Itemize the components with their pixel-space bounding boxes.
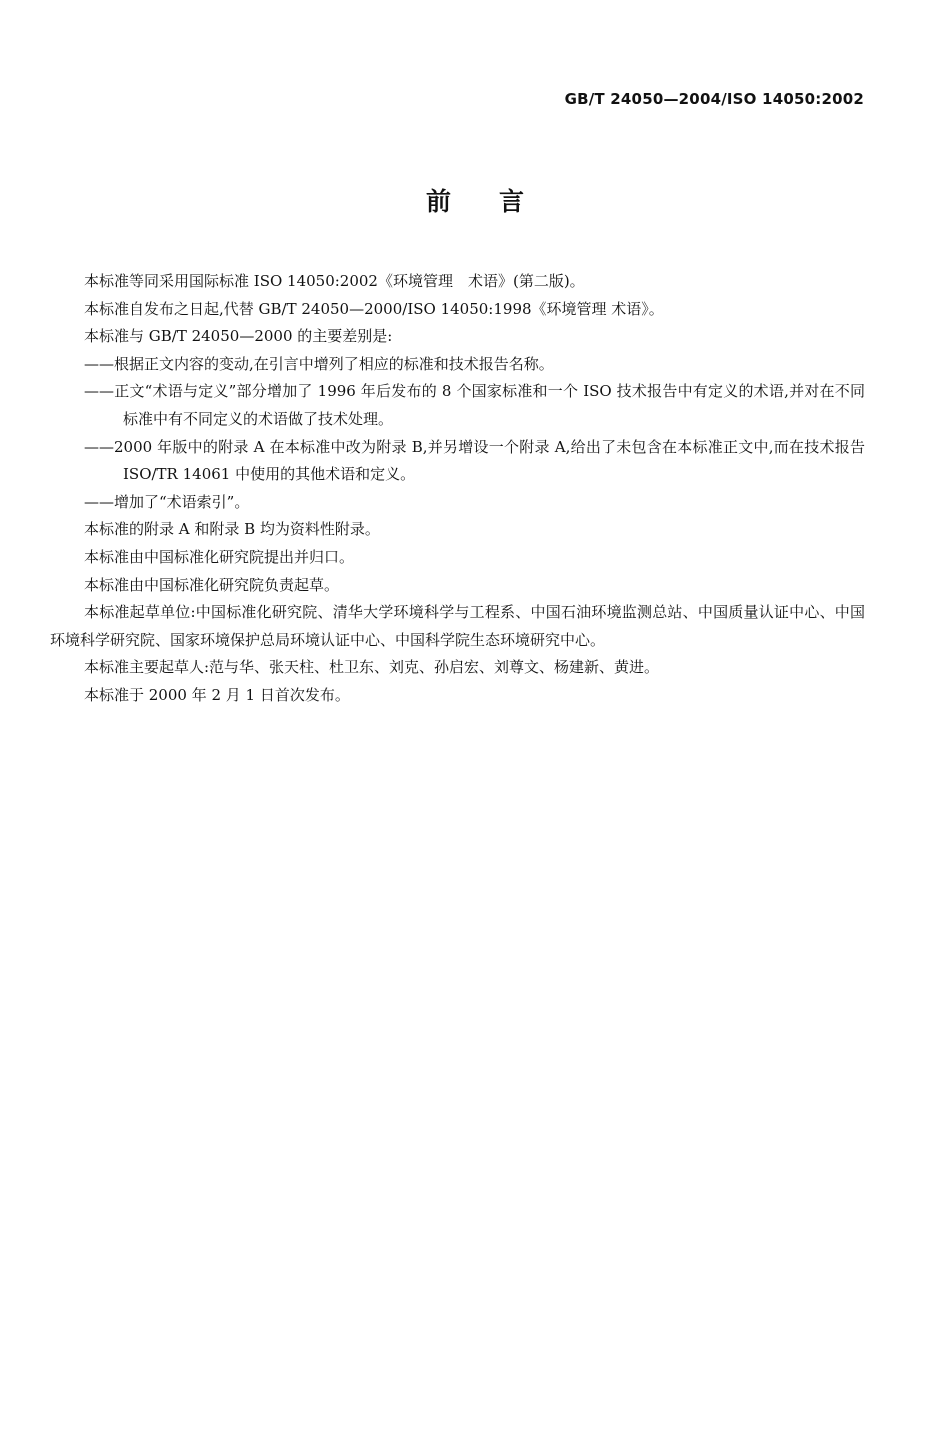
page-title <box>0 182 950 218</box>
difference-item-4: ——增加了“术语索引”。 <box>84 492 250 511</box>
title-char-2: 言 <box>499 187 525 216</box>
title-char-1: 前 <box>425 187 451 216</box>
difference-item-1: ——根据正文内容的变动,在引言中增列了相应的标准和技术报告名称。 <box>84 354 554 373</box>
paragraph-differences-intro: 本标准与 GB/T 24050—2000 的主要差别是: <box>84 327 393 346</box>
paragraph-drafter: 本标准由中国标准化研究院负责起草。 <box>84 575 340 594</box>
paragraph-drafters: 本标准主要起草人:范与华、张天柱、杜卫东、刘克、孙启宏、刘尊文、杨建新、黄进。 <box>84 658 660 677</box>
paragraph-annexes: 本标准的附录 A 和附录 B 均为资料性附录。 <box>84 520 380 539</box>
paragraph-adoption: 本标准等同采用国际标准 ISO 14050:2002《环境管理 术语》(第二版)。 <box>84 272 585 290</box>
paragraph-replacement: 本标准自发布之日起,代替 GB/T 24050—2000/ISO 14050:1998《环境管理 术语》。 <box>84 299 664 318</box>
paragraph-proposer: 本标准由中国标准化研究院提出并归口。 <box>84 547 355 566</box>
foreword-body <box>50 268 865 710</box>
paragraph-first-publication: 本标准于 2000 年 2 月 1 日首次发布。 <box>84 685 350 704</box>
difference-item-2: ——正文“术语与定义”部分增加了 1996 年后发布的 8 个国家标准和一个 ISO 技术报告中有定义的术语,并对在不同标准中有不同定义的术语做了技术处理。 <box>84 382 865 428</box>
paragraph-drafting-units: 本标准起草单位:中国标准化研究院、清华大学环境科学与工程系、中国石油环境监测总站、中国质量认证中心、中国环境科学研究院、国家环境保护总局环境认证中心、中国科学院生态环境研究中心。 <box>50 603 865 649</box>
standard-code-header: GB/T 24050—2004/ISO 14050:2002 <box>564 90 864 108</box>
difference-item-3: ——2000 年版中的附录 A 在本标准中改为附录 B,并另增设一个附录 A,给出了未包含在本标准正文中,而在技术报告 ISO/TR 14061 中使用的其他术语和定义。 <box>84 437 865 484</box>
